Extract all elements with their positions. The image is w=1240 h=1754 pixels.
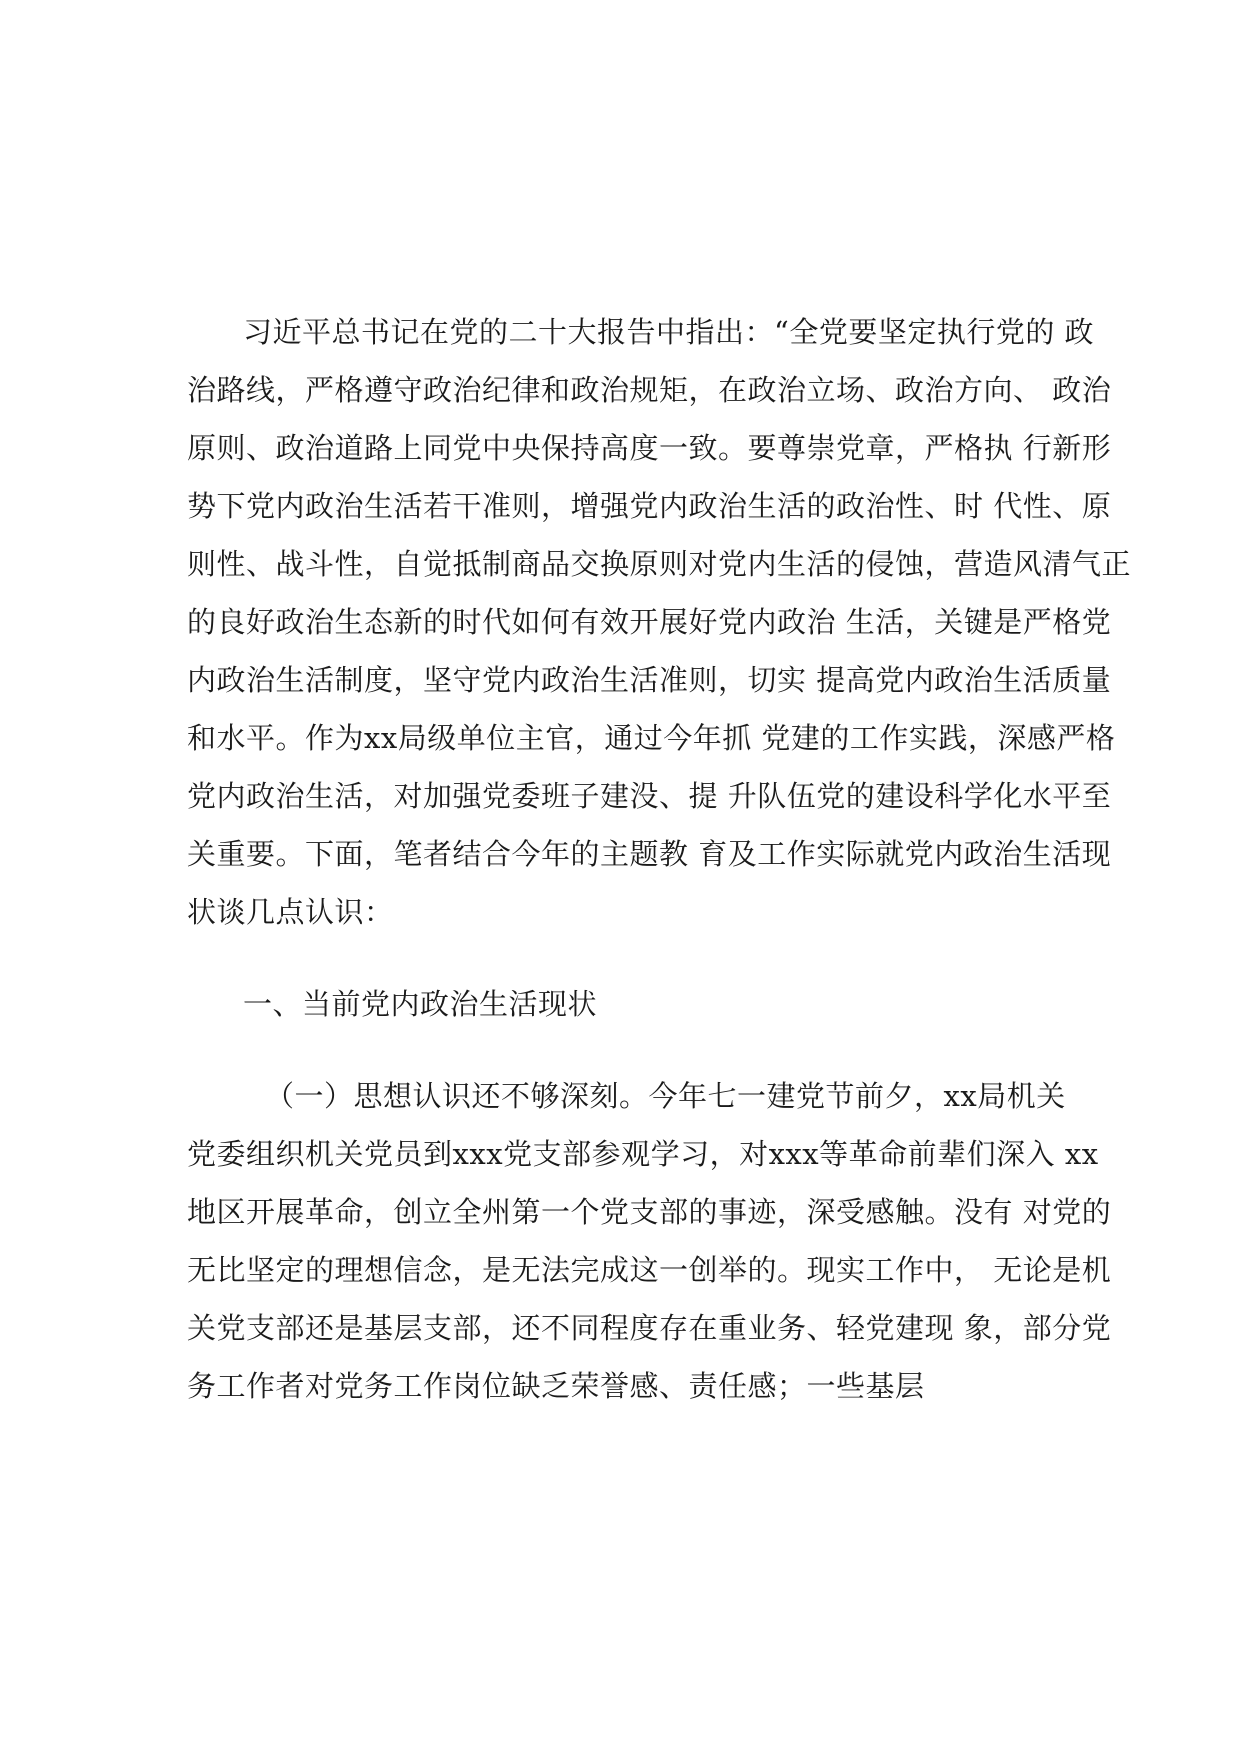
intro-line-11: 状谈几点认识： bbox=[187, 895, 394, 929]
intro-line-3: 原则、政治道路上同党中央保持高度一致。要尊崇党章，严格执 行新形 bbox=[187, 431, 1112, 465]
intro-line-10: 关重要。下面，笔者结合今年的主题教 育及工作实际就党内政治生活现 bbox=[187, 837, 1112, 871]
sub-line-1: （一）思想认识还不够深刻。今年七一建党节前夕，xx局机关 bbox=[265, 1079, 1066, 1113]
intro-line-5: 则性、战斗性，自觉抵制商品交换原则对党内生活的侵蚀，营造风清气正 bbox=[187, 547, 1132, 581]
intro-line-7: 内政治生活制度，坚守党内政治生活准则，切实 提高党内政治生活质量 bbox=[187, 663, 1112, 697]
intro-line-1: 习近平总书记在党的二十大报告中指出：“全党要坚定执行党的 政 bbox=[243, 315, 1095, 349]
section-heading: 一、当前党内政治生活现状 bbox=[243, 987, 598, 1021]
intro-line-8: 和水平。作为xx局级单位主官，通过今年抓 党建的工作实践，深感严格 bbox=[187, 721, 1116, 755]
sub-line-3: 地区开展革命，创立全州第一个党支部的事迹，深受感触。没有 对党的 bbox=[187, 1195, 1112, 1229]
sub-line-6: 务工作者对党务工作岗位缺乏荣誉感、责任感；一些基层 bbox=[187, 1369, 925, 1403]
sub-line-2: 党委组织机关党员到xxx党支部参观学习，对xxx等革命前辈们深入 xx bbox=[187, 1137, 1099, 1171]
intro-line-9: 党内政治生活，对加强党委班子建没、提 升队伍党的建设科学化水平至 bbox=[187, 779, 1112, 813]
sub-line-4: 无比坚定的理想信念，是无法完成这一创举的。现实工作中， 无论是机 bbox=[187, 1253, 1112, 1287]
intro-line-2: 治路线，严格遵守政治纪律和政治规矩，在政治立场、政治方向、 政治 bbox=[187, 373, 1112, 407]
intro-line-6: 的良好政治生态新的时代如何有效开展好党内政治 生活，关键是严格党 bbox=[187, 605, 1112, 639]
sub-line-5: 关党支部还是基层支部，还不同程度存在重业务、轻党建现 象，部分党 bbox=[187, 1311, 1112, 1345]
intro-line-4: 势下党内政治生活若干准则，增强党内政治生活的政治性、时 代性、原 bbox=[187, 489, 1112, 523]
